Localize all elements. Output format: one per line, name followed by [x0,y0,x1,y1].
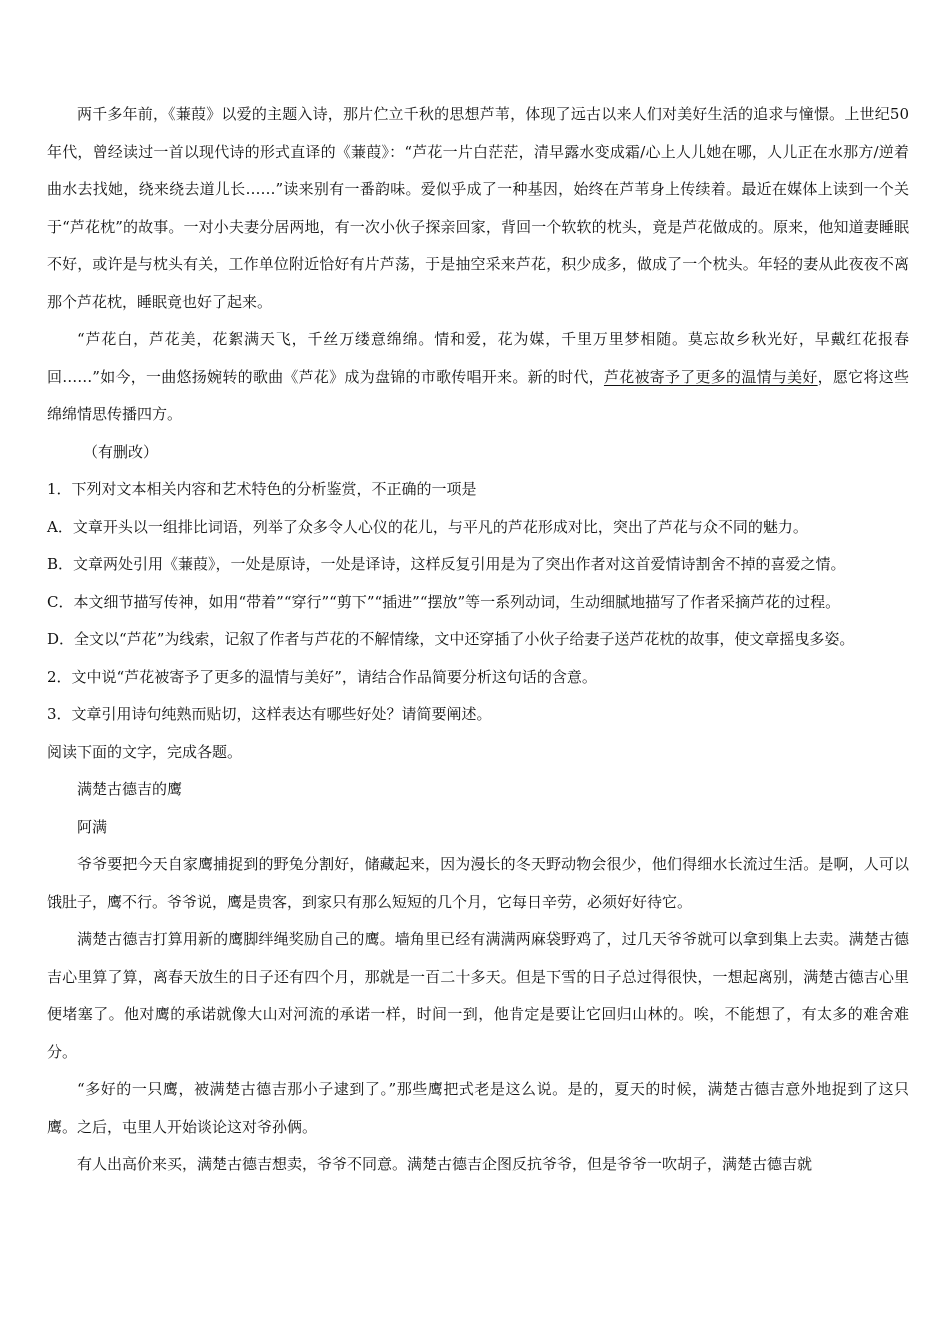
option-b: B．文章两处引用《蒹葭》，一处是原诗，一处是译诗，这样反复引用是为了突出作者对这首爱情诗割舍不掉的喜爱之情。 [47,555,846,573]
question-1: 1．下列对文本相关内容和艺术特色的分析鉴赏，不正确的一项是 [47,480,477,498]
passage1-paragraph-2 [47,321,909,434]
passage2-paragraph-2: 满楚古德吉打算用新的鹰脚绊绳奖励自己的鹰。墙角里已经有满满两麻袋野鸡了，过几天爷爷就可以拿到集上去卖。满楚古德吉心里算了算，离春天放生的日子还有四个月，那就是一百二十多天。但是下雪的日子总过得很快，一想起离别，满楚古德吉心里便堵塞了。他对鹰的承诺就像大山对河流的承诺一样，时间一到，他肯定是要让它回归山林的。唉，不能想了，有太多的难舍难分。 [47,930,909,1061]
source-note: （有删改） [83,442,159,461]
option-d: D．全文以“芦花”为线索，记叙了作者与芦花的不解情缘，文中还穿插了小伙子给妻子送芦花枕的故事，使文章摇曳多姿。 [47,630,855,648]
passage2-paragraph-3: “多好的一只鹰，被满楚古德吉那小子逮到了。”那些鹰把式老是这么说。是的，夏天的时候，满楚古德吉意外地捉到了这只鹰。之后，屯里人开始谈论这对爷孙俩。 [47,1080,909,1136]
passage2-paragraph-4: 有人出高价来买，满楚古德吉想卖，爷爷不同意。满楚古德吉企图反抗爷爷，但是爷爷一吹胡子，满楚古德吉就 [77,1155,813,1173]
underlined-sentence: 芦花被寄予了更多的温情与美好 [603,367,818,386]
document-page [47,96,909,1184]
passage2-title: 满楚古德吉的鹰 [77,780,183,798]
option-c: C．本文细节描写传神，如用“带着”“穿行”“剪下”“插进”“摆放”等一系列动词，生动细腻地描写了作者采摘芦花的过程。 [47,592,841,611]
reading-instruction: 阅读下面的文字，完成各题。 [47,742,243,761]
passage1-paragraph-1: 两千多年前，《蒹葭》以爱的主题入诗，那片伫立千秋的思想芦苇，体现了远古以来人们对美好生活的追求与憧憬。上世纪50年代，曾经读过一首以现代诗的形式直译的《蒹葭》：“芦花一片白茫茫，清早露水变成霜/心上人儿她在哪，人儿正在水那方/逆着曲水去找她，绕来绕去道儿长……”读来别有一番韵味。爱似乎成了一种基因，始终在芦苇身上传续着。最近在媒体上读到一个关于“芦花枕”的故事。一对小夫妻分居两地，有一次小伙子探亲回家，背回一个软软的枕头，竟是芦花做成的。原来，他知道妻睡眠不好，或许是与枕头有关，工作单位附近恰好有片芦荡，于是抽空采来芦花，积少成多，做成了一个枕头。年轻的妻从此夜夜不离那个芦花枕，睡眠竟也好了起来。 [47,105,909,311]
passage2-author: 阿满 [77,817,108,836]
passage2-paragraph-1: 爷爷要把今天自家鹰捕捉到的野兔分割好，储藏起来，因为漫长的冬天野动物会很少，他们得细水长流过生活。是啊，人可以饿肚子，鹰不行。爷爷说，鹰是贵客，到家只有那么短短的几个月，它每日辛劳，必须好好待它。 [47,855,909,911]
question-2: 2．文中说“芦花被寄予了更多的温情与美好”，请结合作品简要分析这句话的含意。 [47,667,597,686]
option-a: A．文章开头以一组排比词语，列举了众多令人心仪的花儿，与平凡的芦花形成对比，突出了芦花与众不同的魅力。 [47,517,808,536]
passage1-paragraph-2-ending: ，愿它将这些绵绵情思传播四方。 [47,367,909,423]
question-3: 3．文章引用诗句纯熟而贴切，这样表达有哪些好处？请简要阐述。 [47,705,492,723]
passage1-paragraph-2-text: “芦花白，芦花美，花絮满天飞，千丝万缕意绵绵。情和爱，花为媒，千里万里梦相随。莫忘故乡秋光好，早戴红花报春回……”如今，一曲悠扬婉转的歌曲《芦花》成为盘锦的市歌传唱开来。新的时代， [47,330,909,386]
